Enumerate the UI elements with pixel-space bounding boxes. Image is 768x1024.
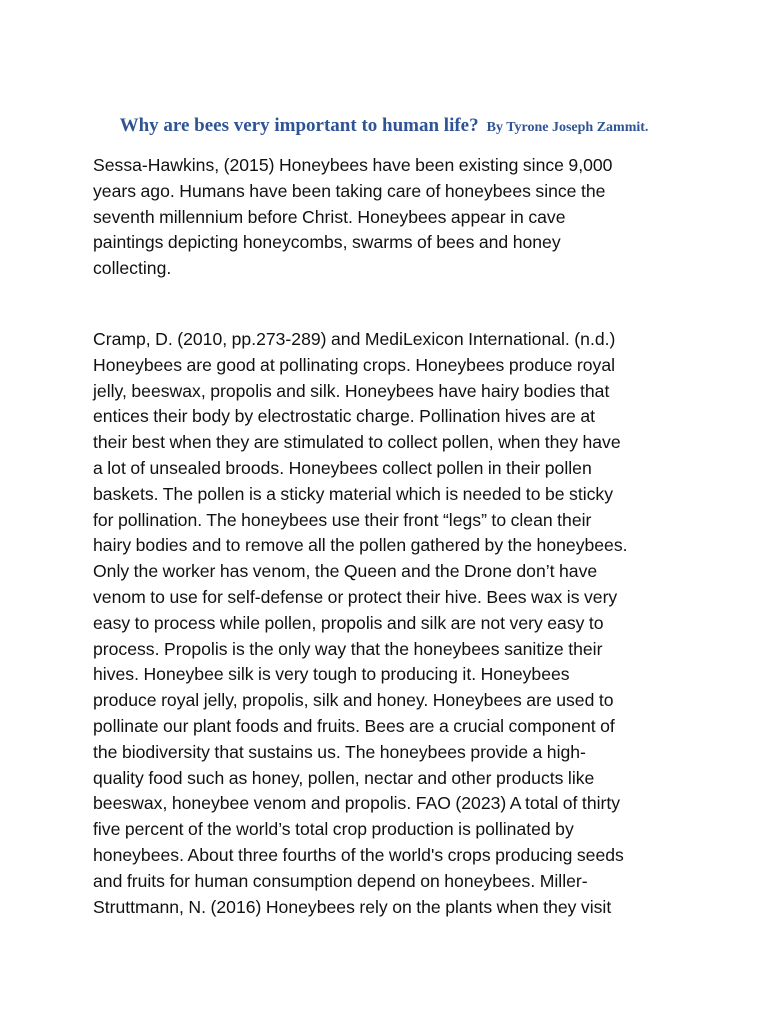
paragraph-line: seventh millennium before Christ. Honeybees appear in cave — [93, 206, 566, 227]
paragraph-line: collecting. — [93, 258, 172, 279]
paragraph-line: Struttmann, N. (2016) Honeybees rely on the plants when they visit — [93, 896, 612, 917]
paragraph-line: produce royal jelly, propolis, silk and honey. Honeybees are used to — [93, 690, 614, 711]
paragraph-line: process. Propolis is the only way that the honeybees sanitize their — [93, 638, 603, 659]
paragraph-2 — [93, 327, 688, 920]
paragraph-line: venom to use for self-defense or protect their hive. Bees wax is very — [93, 586, 618, 607]
paragraph-line: and fruits for human consumption depend on honeybees. Miller- — [93, 870, 588, 891]
paragraph-line: paintings depicting honeycombs, swarms of bees and honey — [93, 232, 561, 253]
paragraph-line: beeswax, honeybee venom and propolis. FAO (2023) A total of thirty — [93, 793, 621, 814]
paragraph-line: easy to process while pollen, propolis and silk are not very easy to — [93, 612, 604, 633]
paragraph-line: for pollination. The honeybees use their front “legs” to clean their — [93, 509, 592, 530]
paragraph-line: Cramp, D. (2010, pp.273-289) and MediLexicon International. (n.d.) — [93, 329, 616, 349]
paragraph-line: quality food such as honey, pollen, nectar and other products like — [93, 767, 595, 788]
paragraph-line: a lot of unsealed broods. Honeybees collect pollen in their pollen — [93, 457, 592, 478]
paragraph-line: Honeybees are good at pollinating crops. Honeybees produce royal — [93, 354, 616, 375]
author-byline: By Tyrone Joseph Zammit. — [486, 120, 649, 135]
title-text: Why are bees very important to human life? — [119, 115, 479, 136]
paragraph-line: jelly, beeswax, propolis and silk. Honeybees have hairy bodies that — [93, 380, 610, 401]
document-title — [0, 102, 768, 139]
paragraph-line: hives. Honeybee silk is very tough to producing it. Honeybees — [93, 664, 570, 685]
paragraph-line: pollinate our plant foods and fruits. Bees are a crucial component of — [93, 715, 615, 736]
paragraph-line: their best when they are stimulated to collect pollen, when they have — [93, 432, 621, 453]
paragraph-1 — [93, 153, 688, 282]
paragraph-line: years ago. Humans have been taking care of honeybees since the — [93, 180, 606, 201]
paragraph-line: five percent of the world’s total crop production is pollinated by — [93, 819, 574, 840]
paragraph-line: Sessa-Hawkins, (2015) Honeybees have been existing since 9,000 — [93, 155, 613, 175]
paragraph-line: baskets. The pollen is a sticky material which is needed to be sticky — [93, 483, 614, 504]
paragraph-line: hairy bodies and to remove all the pollen gathered by the honeybees. — [93, 535, 628, 556]
paragraph-line: Only the worker has venom, the Queen and the Drone don’t have — [93, 561, 598, 582]
paragraph-line: honeybees. About three fourths of the world's crops producing seeds — [93, 844, 624, 865]
paragraph-line: entices their body by electrostatic charge. Pollination hives are at — [93, 406, 596, 427]
paragraph-line: the biodiversity that sustains us. The honeybees provide a high- — [93, 741, 586, 762]
